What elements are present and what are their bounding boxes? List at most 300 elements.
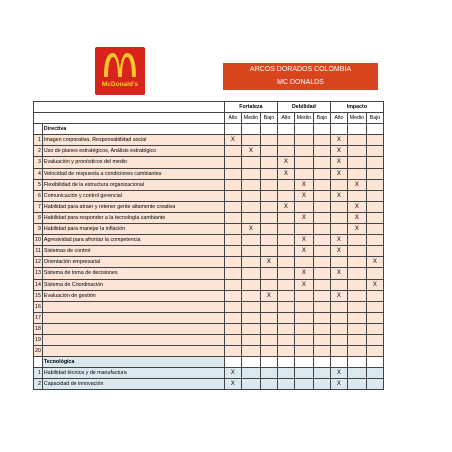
rating-cell xyxy=(347,235,366,246)
rating-cell xyxy=(330,346,347,357)
table-row xyxy=(34,312,384,323)
rating-cell xyxy=(313,257,330,268)
rating-cell xyxy=(260,135,277,146)
rating-cell: X xyxy=(241,146,260,157)
section-empty-cell xyxy=(294,124,313,135)
row-number: 5 xyxy=(34,179,43,190)
rating-cell xyxy=(366,168,383,179)
section-empty-cell xyxy=(241,124,260,135)
level-header-8: Bajo xyxy=(366,113,383,124)
rating-cell xyxy=(241,268,260,279)
mcdonalds-logo xyxy=(95,47,145,95)
section-num-cell xyxy=(34,124,43,135)
section-empty-cell xyxy=(260,124,277,135)
rating-cell: X xyxy=(330,268,347,279)
header-group-row xyxy=(34,102,384,113)
rating-cell: X xyxy=(260,257,277,268)
rating-cell xyxy=(313,379,330,390)
rating-cell xyxy=(294,312,313,323)
rating-cell xyxy=(224,146,241,157)
rating-cell xyxy=(260,168,277,179)
table-row xyxy=(34,290,384,301)
rating-cell xyxy=(366,312,383,323)
row-number: 14 xyxy=(34,279,43,290)
row-number: 7 xyxy=(34,201,43,212)
rating-cell: X xyxy=(330,157,347,168)
rating-cell: X xyxy=(294,246,313,257)
section-empty-cell xyxy=(366,357,383,368)
rating-cell xyxy=(313,268,330,279)
row-number: 2 xyxy=(34,379,43,390)
group-header-0: Fortaleza xyxy=(224,102,277,113)
row-label: Sistema de toma de decisiones xyxy=(42,268,224,279)
rating-cell: X xyxy=(330,190,347,201)
rating-cell xyxy=(294,346,313,357)
rating-cell xyxy=(260,301,277,312)
section-empty-cell xyxy=(313,124,330,135)
row-number: 12 xyxy=(34,257,43,268)
row-number: 13 xyxy=(34,268,43,279)
level-header-6: Alto xyxy=(330,113,347,124)
rating-cell: X xyxy=(347,201,366,212)
rating-cell xyxy=(224,190,241,201)
rating-cell xyxy=(224,157,241,168)
row-number: 2 xyxy=(34,146,43,157)
header-blank-cell xyxy=(34,102,225,113)
header-blank-cell xyxy=(34,113,225,124)
table-row xyxy=(34,146,384,157)
rating-cell xyxy=(277,346,294,357)
rating-cell xyxy=(347,257,366,268)
row-number: 1 xyxy=(34,368,43,379)
rating-cell xyxy=(260,268,277,279)
row-number: 9 xyxy=(34,224,43,235)
rating-cell xyxy=(277,146,294,157)
row-number: 1 xyxy=(34,135,43,146)
rating-cell xyxy=(277,268,294,279)
section-num-cell xyxy=(34,357,43,368)
rating-cell xyxy=(347,168,366,179)
rating-cell xyxy=(277,235,294,246)
rating-cell: X xyxy=(347,179,366,190)
rating-cell xyxy=(366,179,383,190)
rating-cell xyxy=(294,379,313,390)
rating-cell xyxy=(366,334,383,345)
rating-cell: X xyxy=(294,235,313,246)
rating-cell xyxy=(241,334,260,345)
section-empty-cell xyxy=(330,124,347,135)
row-number: 16 xyxy=(34,301,43,312)
row-label xyxy=(42,334,224,345)
section-empty-cell xyxy=(347,124,366,135)
table-row xyxy=(34,224,384,235)
rating-cell: X xyxy=(224,135,241,146)
row-label: Habilidad técnica y de manufactura xyxy=(42,368,224,379)
header-title-box xyxy=(223,63,378,90)
table-row xyxy=(34,301,384,312)
rating-cell xyxy=(330,312,347,323)
rating-cell xyxy=(260,312,277,323)
rating-cell xyxy=(313,201,330,212)
rating-cell xyxy=(224,334,241,345)
rating-cell xyxy=(260,212,277,223)
row-label: Flexibilidad de la estructura organizacional xyxy=(42,179,224,190)
rating-cell xyxy=(277,246,294,257)
rating-cell xyxy=(260,146,277,157)
rating-cell xyxy=(366,190,383,201)
rating-cell: X xyxy=(330,135,347,146)
table-row xyxy=(34,212,384,223)
rating-cell xyxy=(224,168,241,179)
rating-cell: X xyxy=(330,290,347,301)
row-label: Capacidad de innovación xyxy=(42,379,224,390)
rating-cell xyxy=(313,179,330,190)
rating-cell xyxy=(366,224,383,235)
row-label: Comunicación y control gerencial xyxy=(42,190,224,201)
section-title: Tecnológica xyxy=(42,357,224,368)
svg-text:McDonald's: McDonald's xyxy=(101,81,139,88)
rating-cell xyxy=(366,246,383,257)
rating-cell xyxy=(347,368,366,379)
table-row xyxy=(34,135,384,146)
rating-cell xyxy=(313,190,330,201)
row-label: Uso de planes estratégicos, Análisis estratégico xyxy=(42,146,224,157)
rating-cell xyxy=(241,279,260,290)
section-empty-cell xyxy=(277,124,294,135)
rating-cell: X xyxy=(347,224,366,235)
rating-cell xyxy=(241,379,260,390)
row-label: Orientación empresarial xyxy=(42,257,224,268)
row-label: Habilidad para responder a la tecnología cambiante xyxy=(42,212,224,223)
rating-cell: X xyxy=(330,235,347,246)
row-label xyxy=(42,301,224,312)
rating-cell xyxy=(294,334,313,345)
rating-cell xyxy=(347,379,366,390)
rating-cell xyxy=(241,168,260,179)
rating-cell xyxy=(313,135,330,146)
rating-cell xyxy=(347,146,366,157)
rating-cell xyxy=(224,346,241,357)
row-number: 6 xyxy=(34,190,43,201)
rating-cell xyxy=(224,290,241,301)
rating-cell xyxy=(241,179,260,190)
rating-cell xyxy=(294,301,313,312)
rating-cell xyxy=(224,301,241,312)
row-label xyxy=(42,312,224,323)
section-empty-cell xyxy=(277,357,294,368)
rating-cell: X xyxy=(224,379,241,390)
rating-cell: X xyxy=(366,257,383,268)
rating-cell xyxy=(241,312,260,323)
rating-cell xyxy=(366,290,383,301)
rating-cell: X xyxy=(260,290,277,301)
rating-cell xyxy=(330,323,347,334)
row-label: Sistema de Coordinación xyxy=(42,279,224,290)
rating-cell xyxy=(224,212,241,223)
row-number: 19 xyxy=(34,334,43,345)
rating-cell xyxy=(277,190,294,201)
section-empty-cell xyxy=(224,357,241,368)
rating-cell xyxy=(313,368,330,379)
rating-cell xyxy=(313,301,330,312)
rating-cell xyxy=(330,179,347,190)
row-number: 10 xyxy=(34,235,43,246)
rating-cell xyxy=(241,346,260,357)
rating-cell xyxy=(313,346,330,357)
row-number: 15 xyxy=(34,290,43,301)
rating-cell xyxy=(241,157,260,168)
row-label: Agresividad para afrontar la competencia xyxy=(42,235,224,246)
rating-cell xyxy=(347,268,366,279)
rating-cell xyxy=(347,279,366,290)
rating-cell xyxy=(241,235,260,246)
row-label: Sistemas de control xyxy=(42,246,224,257)
table-row xyxy=(34,334,384,345)
rating-cell xyxy=(330,224,347,235)
rating-cell xyxy=(224,246,241,257)
rating-cell: X xyxy=(277,157,294,168)
rating-cell xyxy=(260,246,277,257)
rating-cell xyxy=(330,257,347,268)
table-row xyxy=(34,346,384,357)
rating-cell xyxy=(277,279,294,290)
section-empty-cell xyxy=(241,357,260,368)
rating-cell xyxy=(260,368,277,379)
rating-cell xyxy=(294,368,313,379)
rating-cell xyxy=(260,179,277,190)
rating-cell xyxy=(241,201,260,212)
level-header-4: Medio xyxy=(294,113,313,124)
rating-cell xyxy=(241,135,260,146)
rating-cell xyxy=(313,290,330,301)
rating-cell xyxy=(366,135,383,146)
rating-cell xyxy=(313,146,330,157)
table-row xyxy=(34,268,384,279)
rating-cell xyxy=(366,146,383,157)
table-row xyxy=(34,179,384,190)
rating-cell xyxy=(366,301,383,312)
rating-cell xyxy=(260,157,277,168)
rating-cell xyxy=(260,201,277,212)
section-row xyxy=(34,357,384,368)
rating-cell xyxy=(224,268,241,279)
rating-cell xyxy=(241,212,260,223)
rating-cell xyxy=(330,279,347,290)
rating-cell xyxy=(294,168,313,179)
row-number: 18 xyxy=(34,323,43,334)
rating-cell xyxy=(277,224,294,235)
brand-title: MC DONALDS xyxy=(277,79,324,86)
rating-cell xyxy=(260,323,277,334)
rating-cell xyxy=(294,323,313,334)
rating-cell xyxy=(294,146,313,157)
rating-cell xyxy=(277,368,294,379)
row-label: Evaluación de gestión xyxy=(42,290,224,301)
rating-cell: X xyxy=(330,246,347,257)
row-number: 20 xyxy=(34,346,43,357)
rating-cell xyxy=(224,279,241,290)
section-empty-cell xyxy=(313,357,330,368)
rating-cell xyxy=(313,323,330,334)
rating-cell: X xyxy=(347,212,366,223)
rating-cell xyxy=(224,224,241,235)
row-number: 11 xyxy=(34,246,43,257)
rating-cell xyxy=(313,212,330,223)
rating-cell: X xyxy=(224,368,241,379)
rating-cell: X xyxy=(330,368,347,379)
level-header-1: Medio xyxy=(241,113,260,124)
rating-cell xyxy=(277,334,294,345)
rating-cell: X xyxy=(241,224,260,235)
rating-cell: X xyxy=(277,201,294,212)
group-header-2: Impacto xyxy=(330,102,383,113)
company-title: ARCOS DORADOS COLOMBIA xyxy=(249,66,352,73)
rating-cell: X xyxy=(294,279,313,290)
rating-cell: X xyxy=(294,268,313,279)
table-row xyxy=(34,201,384,212)
rating-cell: X xyxy=(330,379,347,390)
row-label: Habilidad para manejar la inflación xyxy=(42,224,224,235)
rating-cell xyxy=(366,157,383,168)
section-empty-cell xyxy=(260,357,277,368)
row-label xyxy=(42,346,224,357)
rating-cell xyxy=(313,235,330,246)
rating-cell xyxy=(347,157,366,168)
row-number: 8 xyxy=(34,212,43,223)
section-empty-cell xyxy=(366,124,383,135)
rating-cell xyxy=(294,224,313,235)
rating-cell xyxy=(366,212,383,223)
rating-cell xyxy=(366,323,383,334)
rating-cell xyxy=(366,268,383,279)
rating-cell xyxy=(260,279,277,290)
table-row xyxy=(34,168,384,179)
rating-cell xyxy=(260,224,277,235)
rating-cell xyxy=(347,312,366,323)
rating-cell xyxy=(347,334,366,345)
rating-cell xyxy=(294,201,313,212)
rating-cell xyxy=(277,301,294,312)
rating-cell xyxy=(277,379,294,390)
level-header-0: Alto xyxy=(224,113,241,124)
rating-cell xyxy=(347,246,366,257)
rating-cell xyxy=(277,323,294,334)
section-title: Directiva xyxy=(42,124,224,135)
rating-cell xyxy=(347,290,366,301)
rating-cell xyxy=(347,135,366,146)
table-row xyxy=(34,379,384,390)
rating-cell: X xyxy=(366,279,383,290)
row-label: Imagen corporativa, Responsabilidad social xyxy=(42,135,224,146)
capability-matrix xyxy=(33,101,384,390)
rating-cell xyxy=(224,323,241,334)
rating-cell xyxy=(224,235,241,246)
rating-cell xyxy=(277,212,294,223)
section-empty-cell xyxy=(330,357,347,368)
rating-cell xyxy=(366,379,383,390)
rating-cell xyxy=(224,179,241,190)
rating-cell xyxy=(241,323,260,334)
rating-cell xyxy=(294,290,313,301)
rating-cell xyxy=(313,312,330,323)
rating-cell: X xyxy=(294,212,313,223)
rating-cell xyxy=(313,224,330,235)
header-level-row xyxy=(34,113,384,124)
rating-cell xyxy=(294,257,313,268)
rating-cell xyxy=(241,246,260,257)
rating-cell xyxy=(347,346,366,357)
rating-cell xyxy=(366,201,383,212)
rating-cell xyxy=(241,368,260,379)
rating-cell xyxy=(294,157,313,168)
rating-cell xyxy=(277,179,294,190)
row-number: 4 xyxy=(34,168,43,179)
rating-cell xyxy=(277,257,294,268)
row-label: Habilidad para atraer y retener gente altamente creativa xyxy=(42,201,224,212)
row-label: Evaluación y pronósticos del medio xyxy=(42,157,224,168)
level-header-5: Bajo xyxy=(313,113,330,124)
section-empty-cell xyxy=(224,124,241,135)
rating-cell xyxy=(277,290,294,301)
rating-cell xyxy=(241,190,260,201)
rating-cell xyxy=(347,301,366,312)
rating-cell: X xyxy=(330,146,347,157)
rating-cell xyxy=(313,334,330,345)
rating-cell xyxy=(330,334,347,345)
section-empty-cell xyxy=(347,357,366,368)
rating-cell xyxy=(260,235,277,246)
rating-cell xyxy=(224,201,241,212)
golden-arches-icon xyxy=(95,47,145,95)
row-label: Velocidad de respuesta a condiciones cambiantes xyxy=(42,168,224,179)
rating-cell xyxy=(347,323,366,334)
table-row xyxy=(34,368,384,379)
section-empty-cell xyxy=(294,357,313,368)
rating-cell xyxy=(277,312,294,323)
table-row xyxy=(34,323,384,334)
rating-cell xyxy=(277,135,294,146)
table-row xyxy=(34,246,384,257)
table-row xyxy=(34,157,384,168)
rating-cell xyxy=(260,334,277,345)
table-row xyxy=(34,235,384,246)
level-header-2: Bajo xyxy=(260,113,277,124)
rating-cell xyxy=(347,190,366,201)
row-number: 17 xyxy=(34,312,43,323)
rating-cell: X xyxy=(277,168,294,179)
group-header-1: Debilidad xyxy=(277,102,330,113)
rating-cell xyxy=(366,346,383,357)
rating-cell xyxy=(366,368,383,379)
table-row xyxy=(34,190,384,201)
rating-cell xyxy=(294,135,313,146)
rating-cell xyxy=(313,157,330,168)
rating-cell xyxy=(241,257,260,268)
row-number: 3 xyxy=(34,157,43,168)
rating-cell xyxy=(241,290,260,301)
rating-cell xyxy=(224,312,241,323)
rating-cell xyxy=(241,301,260,312)
table-row xyxy=(34,279,384,290)
rating-cell xyxy=(330,201,347,212)
rating-cell xyxy=(313,168,330,179)
rating-cell xyxy=(260,379,277,390)
rating-cell xyxy=(313,246,330,257)
level-header-7: Medio xyxy=(347,113,366,124)
rating-cell xyxy=(260,190,277,201)
rating-cell: X xyxy=(294,179,313,190)
section-row xyxy=(34,124,384,135)
